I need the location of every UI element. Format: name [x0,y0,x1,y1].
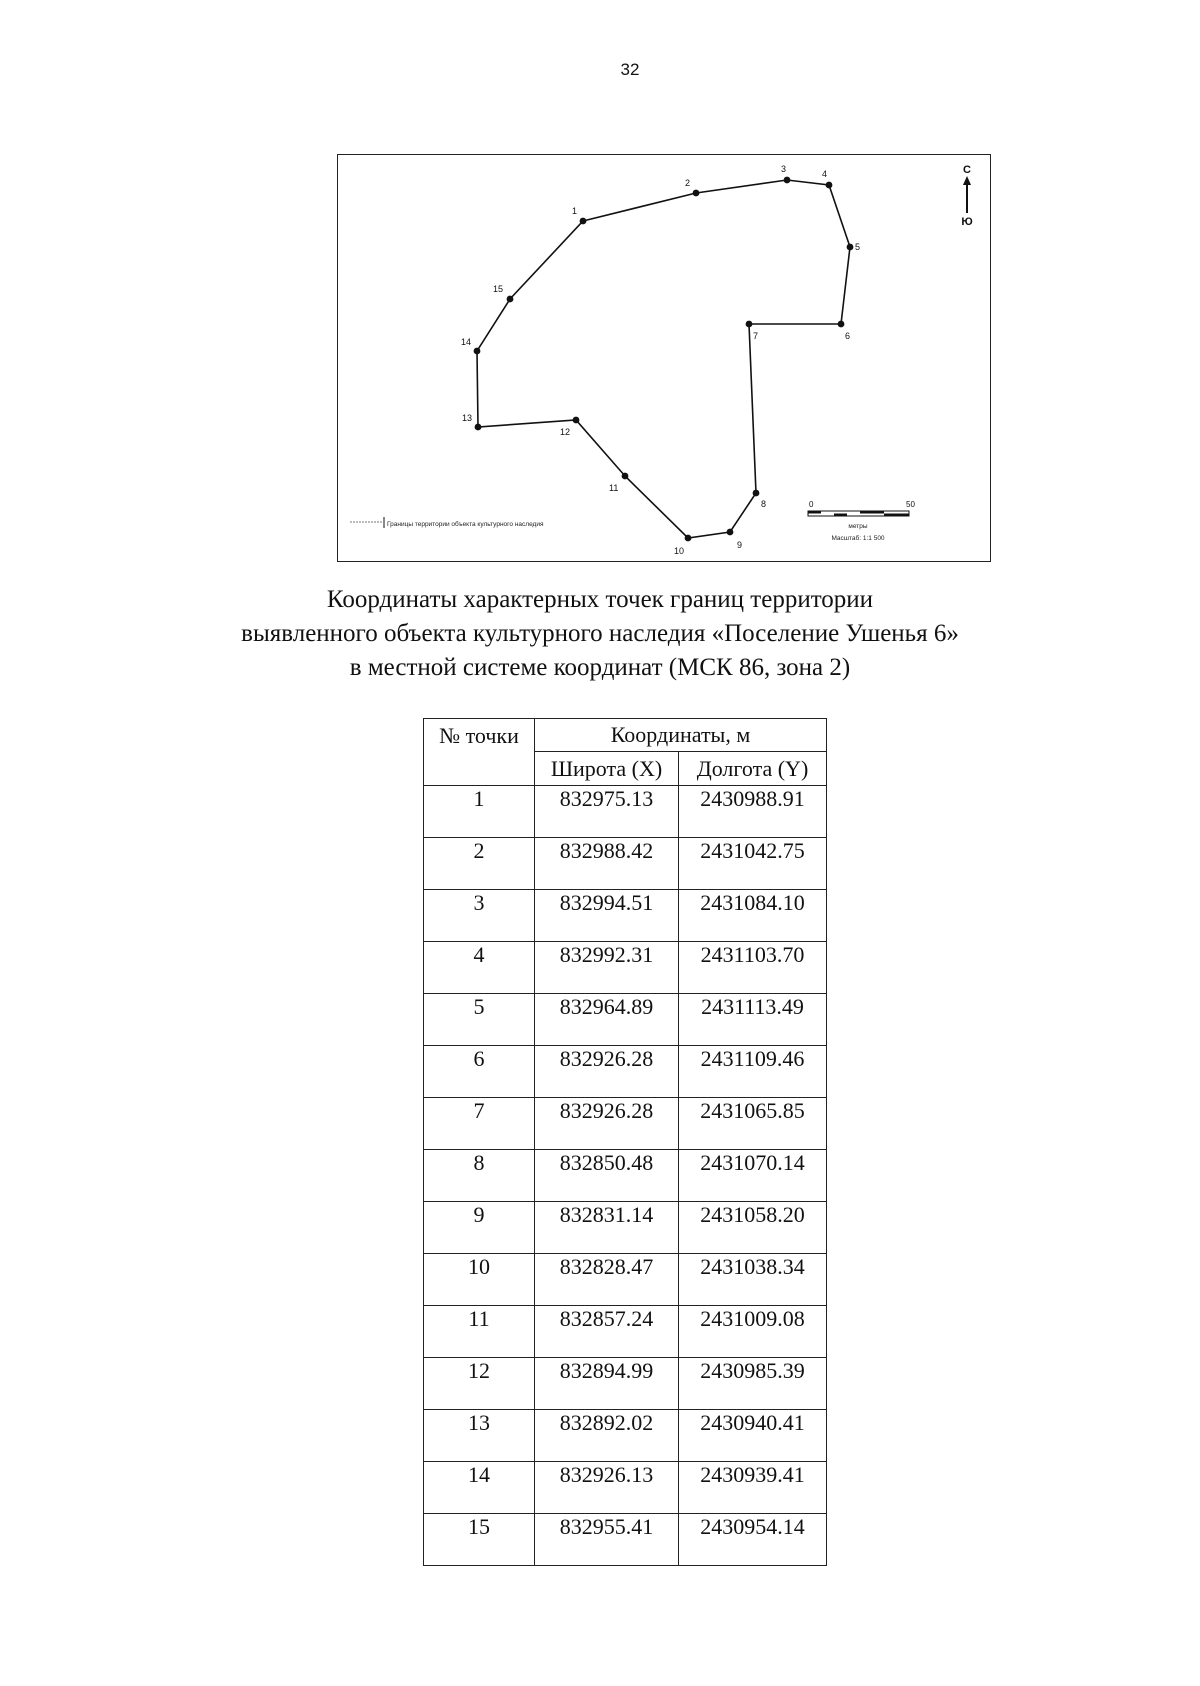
table-row [424,1098,827,1150]
cell-point-number: 1 [424,786,535,838]
cell-point-number: 11 [424,1306,535,1358]
south-label: Ю [961,216,973,228]
boundary-map [337,154,991,562]
cell-point-number: 8 [424,1150,535,1202]
vertex-6 [838,321,845,328]
header-coordinates: Координаты, м [535,719,827,752]
cell-longitude: 2430988.91 [679,786,827,838]
table-row [424,1254,827,1306]
cell-longitude: 2431103.70 [679,942,827,994]
vertex-label-11: 11 [609,483,619,493]
vertex-label-3: 3 [781,164,787,174]
cell-longitude: 2431084.10 [679,890,827,942]
cell-longitude: 2431070.14 [679,1150,827,1202]
vertex-labels [461,164,860,556]
map-legend [350,517,544,528]
vertex-points [474,177,854,542]
vertex-2 [693,190,700,197]
cell-longitude: 2431038.34 [679,1254,827,1306]
cell-point-number: 7 [424,1098,535,1150]
table-row [424,1150,827,1202]
table-row [424,1410,827,1462]
cell-point-number: 10 [424,1254,535,1306]
scale-bar [808,500,915,542]
boundary-polygon [477,180,850,538]
vertex-1 [580,218,587,225]
cell-longitude: 2430939.41 [679,1462,827,1514]
cell-point-number: 6 [424,1046,535,1098]
heading-line-3: в местной системе координат (МСК 86, зона 2) [349,654,851,681]
vertex-9 [727,529,734,536]
cell-point-number: 5 [424,994,535,1046]
scale-start: 0 [809,500,814,509]
legend-text: Границы территории объекта культурного наследия [387,521,544,528]
cell-point-number: 2 [424,838,535,890]
vertex-label-9: 9 [737,540,743,550]
cell-latitude: 832894.99 [535,1358,679,1410]
vertex-label-15: 15 [493,284,504,294]
cell-latitude: 832975.13 [535,786,679,838]
vertex-14 [474,348,481,355]
cell-latitude: 832828.47 [535,1254,679,1306]
vertex-4 [826,182,833,189]
document-heading [0,583,1200,685]
vertex-label-6: 6 [845,331,851,341]
cell-point-number: 3 [424,890,535,942]
table-row [424,838,827,890]
cell-latitude: 832926.13 [535,1462,679,1514]
header-longitude: Долгота (Y) [679,752,827,786]
header-latitude: Широта (X) [535,752,679,786]
table-body [424,786,827,1566]
table-row [424,942,827,994]
cell-latitude: 832926.28 [535,1098,679,1150]
cell-latitude: 832955.41 [535,1514,679,1566]
cell-longitude: 2431109.46 [679,1046,827,1098]
cell-point-number: 4 [424,942,535,994]
north-arrow [961,164,972,228]
scale-units: метры [848,523,868,530]
cell-latitude: 832988.42 [535,838,679,890]
cell-latitude: 832857.24 [535,1306,679,1358]
vertex-label-7: 7 [753,331,759,341]
cell-longitude: 2431009.08 [679,1306,827,1358]
vertex-label-4: 4 [822,169,828,179]
cell-point-number: 14 [424,1462,535,1514]
page-number: 32 [620,60,640,79]
vertex-label-1: 1 [572,206,578,216]
vertex-13 [475,424,482,431]
cell-longitude: 2431058.20 [679,1202,827,1254]
coordinates-table [423,718,827,1566]
vertex-10 [685,535,692,542]
vertex-label-13: 13 [462,413,473,423]
vertex-label-14: 14 [461,337,472,347]
vertex-label-5: 5 [855,242,861,252]
table-row [424,890,827,942]
cell-longitude: 2430954.14 [679,1514,827,1566]
north-label: С [963,164,971,176]
table-row [424,1514,827,1566]
vertex-label-8: 8 [761,499,767,509]
table-row [424,994,827,1046]
cell-point-number: 13 [424,1410,535,1462]
cell-longitude: 2431065.85 [679,1098,827,1150]
cell-longitude: 2430985.39 [679,1358,827,1410]
cell-longitude: 2431113.49 [679,994,827,1046]
cell-point-number: 12 [424,1358,535,1410]
vertex-15 [507,296,514,303]
cell-point-number: 15 [424,1514,535,1566]
cell-latitude: 832964.89 [535,994,679,1046]
table-row [424,1306,827,1358]
boundary-map-svg [338,155,990,561]
heading-line-2: выявленного объекта культурного наследия «Поселение Ушенья 6» [241,620,959,647]
cell-latitude: 832994.51 [535,890,679,942]
vertex-label-2: 2 [685,178,691,188]
cell-latitude: 832926.28 [535,1046,679,1098]
scale-ratio: Масштаб: 1:1 500 [831,535,885,542]
vertex-8 [753,490,760,497]
vertex-label-10: 10 [674,546,685,556]
heading-line-1: Координаты характерных точек границ территории [326,586,874,613]
cell-longitude: 2431042.75 [679,838,827,890]
vertex-3 [784,177,791,184]
vertex-5 [847,244,854,251]
cell-latitude: 832992.31 [535,942,679,994]
vertex-7 [746,321,753,328]
table-row [424,1462,827,1514]
vertex-12 [573,417,580,424]
table-row [424,1046,827,1098]
table-row [424,1202,827,1254]
cell-longitude: 2430940.41 [679,1410,827,1462]
table-row [424,1358,827,1410]
vertex-11 [622,473,629,480]
cell-latitude: 832831.14 [535,1202,679,1254]
cell-latitude: 832850.48 [535,1150,679,1202]
header-point-number: № точки [424,719,535,786]
table-row [424,786,827,838]
cell-latitude: 832892.02 [535,1410,679,1462]
cell-point-number: 9 [424,1202,535,1254]
scale-end: 50 [906,500,915,509]
vertex-label-12: 12 [560,427,571,437]
